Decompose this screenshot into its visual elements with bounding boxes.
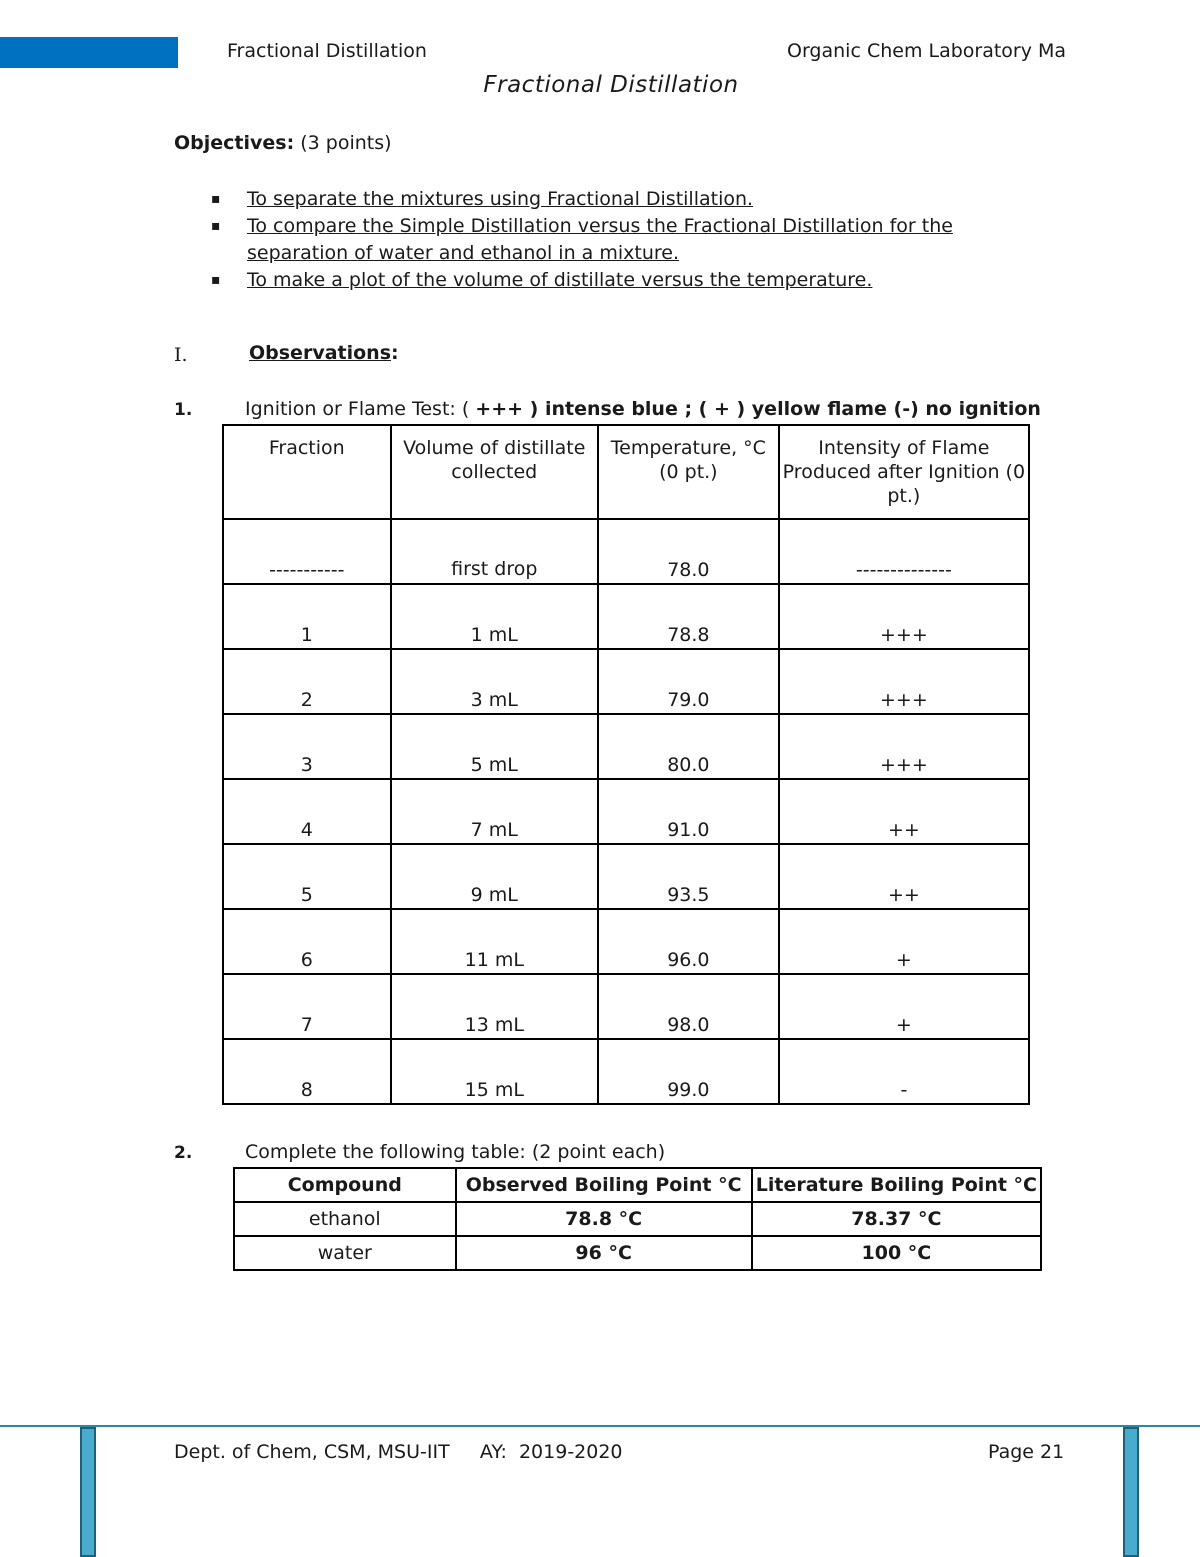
table-row — [223, 779, 1029, 844]
header-observed-bp: Observed Boiling Point °C — [456, 1168, 752, 1202]
table-row — [223, 519, 1029, 584]
question1-text: Ignition or Flame Test: ( +++ ) intense blue ; ( + ) yellow flame (-) no ignition — [245, 398, 1041, 420]
header-flame-intensity: Intensity of Flame Produced after Ignition (0 pt.) — [779, 425, 1029, 519]
footer-right-pillar — [1123, 1427, 1139, 1557]
objective-item: ▪ To make a plot of the volume of distillate versus the temperature. — [205, 267, 1025, 294]
question2-text: Complete the following table: (2 point each) — [245, 1141, 666, 1163]
objectives-points: (3 points) — [300, 132, 392, 154]
bullet-icon: ▪ — [211, 191, 221, 207]
table-row — [223, 584, 1029, 649]
footer-page-number: Page 21 — [988, 1441, 1065, 1463]
cell-intensity: ++ — [779, 844, 1029, 909]
cell-volume: first drop — [391, 519, 598, 584]
cell-volume: 5 mL — [391, 714, 598, 779]
table-row — [223, 714, 1029, 779]
cell-volume: 1 mL — [391, 584, 598, 649]
cell-fraction: 4 — [223, 779, 391, 844]
document-title: Fractional Distillation — [483, 72, 739, 98]
footer-left-pillar — [80, 1427, 96, 1557]
cell-temperature: 79.0 — [598, 649, 779, 714]
table-row — [234, 1236, 1041, 1270]
cell-volume: 15 mL — [391, 1039, 598, 1104]
cell-fraction: 8 — [223, 1039, 391, 1104]
table-header-row — [223, 425, 1029, 519]
header-fraction: Fraction — [223, 425, 391, 519]
cell-volume: 9 mL — [391, 844, 598, 909]
boiling-point-table — [233, 1167, 1042, 1271]
question1-number: 1. — [174, 400, 193, 420]
objective-item: ▪ To separate the mixtures using Fractional Distillation. — [205, 186, 1025, 213]
cell-fraction: 6 — [223, 909, 391, 974]
bullet-icon: ▪ — [211, 218, 221, 234]
table-header-row — [234, 1168, 1041, 1202]
cell-intensity: +++ — [779, 649, 1029, 714]
objectives-label: Objectives: — [174, 132, 295, 154]
question2-number: 2. — [174, 1143, 193, 1163]
cell-compound: water — [234, 1236, 456, 1270]
header-left: Fractional Distillation — [227, 40, 427, 62]
cell-volume: 11 mL — [391, 909, 598, 974]
footer-department: Dept. of Chem, CSM, MSU-IIT AY: 2019-2020 — [174, 1441, 623, 1463]
bullet-icon: ▪ — [211, 272, 221, 288]
cell-intensity: ++ — [779, 779, 1029, 844]
section-number: I. — [174, 344, 188, 366]
objectives-heading — [174, 132, 392, 154]
cell-volume: 3 mL — [391, 649, 598, 714]
section-title: Observations: — [249, 342, 399, 364]
cell-compound: ethanol — [234, 1202, 456, 1236]
cell-observed-bp: 96 °C — [456, 1236, 752, 1270]
cell-literature-bp: 78.37 °C — [752, 1202, 1041, 1236]
cell-temperature: 78.8 — [598, 584, 779, 649]
cell-temperature: 80.0 — [598, 714, 779, 779]
cell-fraction: 1 — [223, 584, 391, 649]
cell-observed-bp: 78.8 °C — [456, 1202, 752, 1236]
table-row — [223, 1039, 1029, 1104]
cell-intensity: +++ — [779, 584, 1029, 649]
cell-literature-bp: 100 °C — [752, 1236, 1041, 1270]
table-row — [234, 1202, 1041, 1236]
table-row — [223, 974, 1029, 1039]
cell-intensity: - — [779, 1039, 1029, 1104]
cell-temperature: 93.5 — [598, 844, 779, 909]
cell-intensity: -------------- — [779, 519, 1029, 584]
cell-intensity: + — [779, 974, 1029, 1039]
cell-volume: 7 mL — [391, 779, 598, 844]
cell-temperature: 96.0 — [598, 909, 779, 974]
objectives-list — [205, 186, 1025, 294]
header-volume: Volume of distillate collected — [391, 425, 598, 519]
cell-temperature: 91.0 — [598, 779, 779, 844]
table-row — [223, 649, 1029, 714]
cell-fraction: 5 — [223, 844, 391, 909]
objective-item: ▪ To compare the Simple Distillation versus the Fractional Distillation for the separation of water and ethanol in a mixture. — [211, 215, 953, 264]
cell-fraction: 3 — [223, 714, 391, 779]
cell-intensity: + — [779, 909, 1029, 974]
table-row — [223, 909, 1029, 974]
observations-table — [222, 424, 1030, 1105]
cell-temperature: 98.0 — [598, 974, 779, 1039]
cell-fraction: ----------- — [223, 519, 391, 584]
flame-legend: +++ ) intense blue ; ( + ) yellow flame (-) no ignition — [475, 398, 1041, 420]
cell-temperature: 99.0 — [598, 1039, 779, 1104]
header-color-bar — [0, 37, 178, 68]
header-literature-bp: Literature Boiling Point °C — [752, 1168, 1041, 1202]
header-compound: Compound — [234, 1168, 456, 1202]
header-right: Organic Chem Laboratory Ma — [787, 40, 1067, 62]
header-temperature: Temperature, °C (0 pt.) — [598, 425, 779, 519]
table-row — [223, 844, 1029, 909]
cell-fraction: 2 — [223, 649, 391, 714]
cell-volume: 13 mL — [391, 974, 598, 1039]
cell-temperature: 78.0 — [598, 519, 779, 584]
footer-divider — [0, 1425, 1200, 1427]
cell-fraction: 7 — [223, 974, 391, 1039]
cell-intensity: +++ — [779, 714, 1029, 779]
